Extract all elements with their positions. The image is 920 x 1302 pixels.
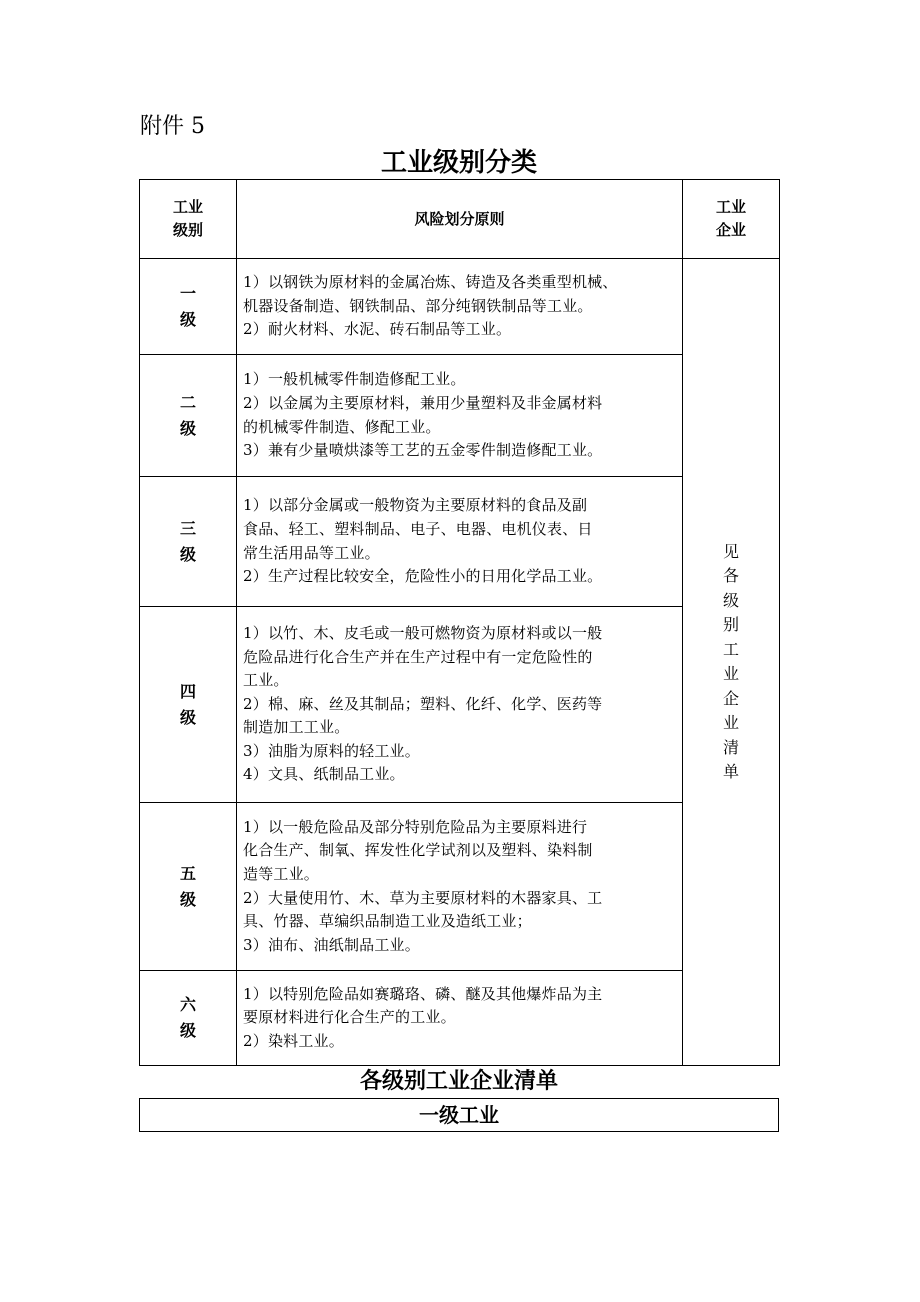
rule-line: 3）油脂为原料的轻工业。 bbox=[243, 741, 420, 760]
attachment-label: 附件 5 bbox=[140, 114, 205, 139]
grade-char: 三 bbox=[179, 518, 196, 538]
rule-line: 2）耐火材料、水泥、砖石制品等工业。 bbox=[243, 320, 512, 339]
header-enterprise-line-1: 工业 bbox=[715, 198, 746, 216]
grade-char: 五 bbox=[179, 863, 196, 883]
grade-char: 级 bbox=[179, 889, 196, 909]
enterprise-note-char: 级 bbox=[722, 590, 739, 610]
rule-line: 1）以一般危险品及部分特别危险品为主要原料进行 bbox=[243, 817, 588, 836]
grade-cell bbox=[140, 971, 237, 1066]
rule-line: 的机械零件制造、修配工业。 bbox=[243, 417, 441, 436]
grade-char: 级 bbox=[179, 309, 196, 329]
rule-line: 1）以特别危险品如赛璐珞、磷、醚及其他爆炸品为主 bbox=[243, 984, 603, 1003]
rule-line: 1）一般机械零件制造修配工业。 bbox=[243, 370, 466, 389]
header-enterprise bbox=[683, 180, 780, 259]
header-rule: 风险划分原则 bbox=[237, 180, 683, 259]
rule-line: 机器设备制造、钢铁制品、部分纯钢铁制品等工业。 bbox=[243, 296, 593, 315]
enterprise-note-char: 别 bbox=[722, 615, 739, 634]
rule-line: 化合生产、制氧、挥发性化学试剂以及塑料、染料制 bbox=[243, 841, 593, 860]
rule-line: 工业。 bbox=[243, 671, 289, 690]
grade-cell bbox=[140, 803, 237, 971]
rule-line: 制造加工工业。 bbox=[243, 718, 350, 737]
rule-line: 3）兼有少量喷烘漆等工艺的五金零件制造修配工业。 bbox=[243, 441, 603, 460]
enterprise-note-cell bbox=[683, 259, 780, 1066]
rule-line: 1）以部分金属或一般物资为主要原材料的食品及副 bbox=[243, 496, 588, 515]
grade-cell bbox=[140, 607, 237, 803]
rule-line: 3）油布、油纸制品工业。 bbox=[243, 935, 420, 954]
rule-line: 2）以金属为主要原材料，兼用少量塑料及非金属材料 bbox=[243, 393, 603, 412]
grade-char: 二 bbox=[179, 392, 196, 412]
grade-char: 四 bbox=[179, 681, 196, 701]
enterprise-note-char: 单 bbox=[722, 762, 739, 781]
grade-char: 级 bbox=[179, 707, 196, 727]
grade-char: 级 bbox=[179, 1021, 196, 1040]
rule-line: 4）文具、纸制品工业。 bbox=[243, 765, 405, 784]
enterprise-note-char: 见 bbox=[722, 541, 739, 561]
grade-cell bbox=[140, 477, 237, 607]
grade-char: 一 bbox=[179, 283, 196, 303]
rule-line: 1）以钢铁为原材料的金属冶炼、铸造及各类重型机械、 bbox=[243, 273, 618, 292]
rule-cell bbox=[237, 607, 683, 803]
header-grade-line-2: 级别 bbox=[172, 221, 203, 239]
enterprise-note-char: 清 bbox=[722, 737, 739, 757]
page-title: 工业级别分类 bbox=[380, 148, 537, 178]
table-row bbox=[140, 259, 780, 355]
enterprise-note-char: 各 bbox=[722, 566, 739, 585]
enterprise-note-char: 工 bbox=[722, 639, 739, 659]
level-one-heading: 一级工业 bbox=[139, 1098, 779, 1132]
rule-cell bbox=[237, 477, 683, 607]
enterprise-note-char: 业 bbox=[722, 713, 739, 732]
enterprise-note-char: 业 bbox=[722, 664, 739, 683]
enterprise-list-title: 各级别工业企业清单 bbox=[359, 1069, 558, 1094]
rule-line: 常生活用品等工业。 bbox=[243, 543, 380, 562]
rule-line: 2）染料工业。 bbox=[243, 1031, 344, 1050]
rule-line: 食品、轻工、塑料制品、电子、电器、电机仪表、日 bbox=[243, 519, 593, 538]
grade-cell bbox=[140, 355, 237, 477]
grade-char: 六 bbox=[179, 995, 196, 1014]
rule-cell bbox=[237, 355, 683, 477]
header-grade bbox=[140, 180, 237, 259]
rule-line: 1）以竹、木、皮毛或一般可燃物资为原材料或以一般 bbox=[243, 623, 603, 642]
rule-cell bbox=[237, 803, 683, 971]
header-enterprise-line-2: 企业 bbox=[715, 221, 746, 239]
grade-char: 级 bbox=[179, 544, 196, 564]
rule-line: 危险品进行化合生产并在生产过程中有一定危险性的 bbox=[243, 647, 593, 666]
rule-cell bbox=[237, 259, 683, 355]
rule-line: 2）棉、麻、丝及其制品；塑料、化纤、化学、医药等 bbox=[243, 694, 603, 713]
header-grade-line-1: 工业 bbox=[172, 198, 203, 216]
rule-cell bbox=[237, 971, 683, 1066]
grade-char: 级 bbox=[179, 418, 196, 438]
rule-line: 要原材料进行化合生产的工业。 bbox=[243, 1008, 456, 1027]
table-header-row bbox=[140, 180, 780, 259]
grade-cell bbox=[140, 259, 237, 355]
industry-grade-table bbox=[139, 179, 780, 1066]
rule-line: 造等工业。 bbox=[243, 864, 320, 883]
rule-line: 2）生产过程比较安全，危险性小的日用化学品工业。 bbox=[243, 567, 603, 586]
enterprise-note-char: 企 bbox=[722, 688, 739, 708]
rule-line: 具、竹器、草编织品制造工业及造纸工业； bbox=[243, 912, 532, 931]
rule-line: 2）大量使用竹、木、草为主要原材料的木器家具、工 bbox=[243, 888, 603, 907]
